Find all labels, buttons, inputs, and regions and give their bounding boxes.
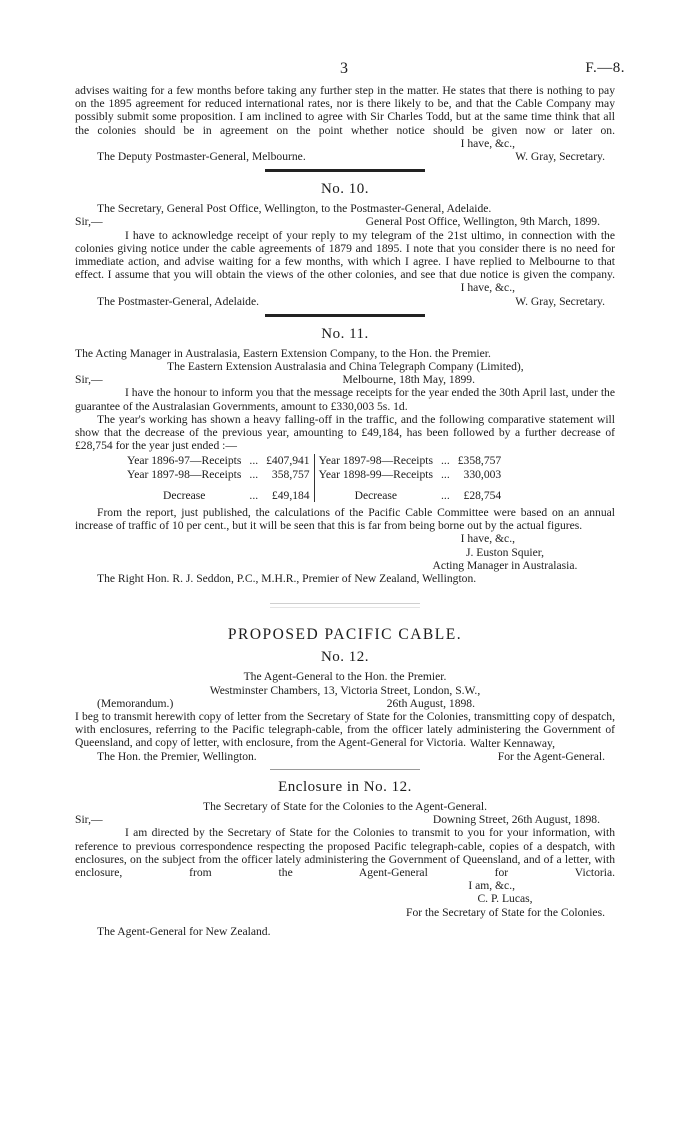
- section-divider: [265, 169, 425, 172]
- table-cell: Year 1896-97—Receipts: [127, 454, 242, 468]
- no10-heading: No. 10.: [320, 181, 370, 198]
- document-page: [75, 60, 625, 938]
- section-title: PROPOSED PACIFIC CABLE.: [227, 626, 463, 644]
- intro-paragraph: advises waiting for a few months before taking any further step in the matter. He states that there is nothing to pay on the 1895 agreement for reduced international rates, nor is there likely to be, and that the Cable Company may possibly submit some proposition. I am inclined to agree with Sir Charles Todd, but at the same time think that all the colonies should be in agreement on the point whether notice should be given now or later on.: [75, 84, 615, 137]
- no11-address-date: Melbourne, 18th May, 1899.: [342, 373, 475, 387]
- table-row: [123, 481, 505, 502]
- no11-company: The Eastern Extension Australasia and China Telegraph Company (Limited),: [167, 360, 524, 374]
- table-cell: ...: [249, 467, 259, 481]
- no12-signer: Walter Kennaway,: [469, 736, 555, 750]
- paper-reference: F.—8.: [585, 60, 625, 76]
- table-cell: 330,003: [463, 467, 502, 481]
- no10-closing: I have, &c.,: [460, 281, 515, 295]
- faint-divider: [270, 603, 420, 608]
- no11-body2: The year's working has shown a heavy falling-off in the traffic, and the following comparative statement will show that the decrease of the previous year, amounting to £49,184, has been followed by a further decrease of £28,754 for the year just ended :—: [75, 412, 615, 453]
- table-cell: £407,941: [266, 454, 310, 468]
- table-cell: £358,757: [457, 454, 502, 468]
- table-cell: Year 1897-98—Receipts: [314, 454, 437, 467]
- no10-salutation-row: [75, 215, 615, 228]
- enclosure-heading: Enclosure in No. 12.: [278, 778, 412, 795]
- enclosure-address-date: Downing Street, 26th August, 1898.: [432, 813, 600, 827]
- enclosure-closing: I am, &c.,: [468, 879, 515, 893]
- table-cell: Decrease: [314, 481, 437, 502]
- enclosure-salutation-row: [75, 813, 615, 826]
- table-row: [123, 454, 505, 467]
- table-cell: £28,754: [463, 488, 502, 502]
- no11-signer-name: J. Euston Squier,: [465, 545, 545, 559]
- no11-salutation: Sir,—: [75, 373, 103, 387]
- no10-route: The Secretary, General Post Office, Wellington, to the Postmaster-General, Adelaide.: [97, 202, 492, 216]
- no12-addressee: The Hon. the Premier, Wellington.: [97, 749, 257, 763]
- section-divider: [270, 769, 420, 770]
- no10-salutation: Sir,—: [75, 215, 103, 229]
- no12-signer-title: For the Agent-General.: [497, 749, 605, 763]
- table-cell: ...: [441, 454, 450, 468]
- no12-heading: No. 12.: [320, 649, 370, 666]
- no12-address: Westminster Chambers, 13, Victoria Street, London, S.W.,: [209, 683, 481, 697]
- no11-signer-title: Acting Manager in Australasia.: [432, 558, 578, 572]
- no11-salutation-row: [75, 373, 615, 386]
- no11-closing: I have, &c.,: [460, 532, 515, 546]
- enclosure-signer-title: For the Secretary of State for the Colonies.: [406, 905, 605, 919]
- no12-date: 26th August, 1898.: [386, 696, 475, 710]
- table-cell: ...: [249, 454, 259, 468]
- table-row: [123, 468, 505, 481]
- intro-signoff: [75, 150, 615, 163]
- no11-body1: I have the honour to inform you that the message receipts for the year ended the 30th April last, under the guarantee of the Australasian Governments, amount to £330,003 5s. 1d.: [75, 386, 615, 413]
- no10-signature: W. Gray, Secretary.: [515, 294, 605, 308]
- intro-closing: I have, &c.,: [460, 136, 515, 150]
- enclosure-signer: C. P. Lucas,: [477, 892, 533, 906]
- intro-addressee: The Deputy Postmaster-General, Melbourne.: [97, 150, 306, 164]
- no10-body: I have to acknowledge receipt of your reply to my telegram of the 21st ultimo, in connection with the colonies giving notice under the cable agreements of 1879 and 1895. I note that you consider there is no need for immediate action, and advise waiting for a few months, with which I agree. I have replied to Melbourne to that effect. I assume that you will obtain the views of the other colonies, and see that due notice is given the company.: [75, 228, 615, 282]
- no11-heading: No. 11.: [321, 325, 369, 342]
- table-cell: 358,757: [271, 467, 310, 481]
- no12-memo-row: [75, 697, 615, 710]
- no12-signoff: [75, 750, 615, 763]
- table-cell: ...: [441, 467, 450, 481]
- enclosure-salutation: Sir,—: [75, 813, 103, 827]
- table-cell: ...: [249, 488, 259, 502]
- enclosure-route: The Secretary of State for the Colonies to the Agent-General.: [203, 799, 487, 813]
- page-header: [75, 60, 625, 84]
- no11-body3: From the report, just published, the calculations of the Pacific Cable Committee were based on an annual increase of traffic of 10 per cent., but it will be seen that this is far from being borne out by the actual figures.: [75, 506, 615, 533]
- section-divider: [265, 314, 425, 317]
- table-cell: Year 1897-98—Receipts: [127, 467, 242, 481]
- no11-route: The Acting Manager in Australasia, Eastern Extension Company, to the Hon. the Premier.: [75, 346, 491, 360]
- table-cell: Year 1898-99—Receipts: [314, 468, 437, 481]
- no10-address-date: General Post Office, Wellington, 9th March, 1899.: [365, 215, 600, 229]
- no11-addressee: The Right Hon. R. J. Seddon, P.C., M.H.R., Premier of New Zealand, Wellington.: [97, 572, 477, 586]
- enclosure-body: I am directed by the Secretary of State for the Colonies to transmit to you for your information, with reference to previous correspondence respecting the proposed Pacific telegraph-cable, copies of a despatch, with enclosures, on the subject from the officer lately administering the Government of Queensland, and of a letter, with enclosure, from the Agent-General for Victoria.: [75, 826, 615, 879]
- no12-memo: (Memorandum.): [97, 696, 174, 710]
- no10-addressee: The Postmaster-General, Adelaide.: [97, 294, 260, 308]
- no12-route: The Agent-General to the Hon. the Premier.: [243, 670, 447, 684]
- receipts-comparison-table: [123, 454, 505, 502]
- table-cell: Decrease: [162, 488, 206, 502]
- no12-body: I beg to transmit herewith copy of letter from the Secretary of State for the Colonies, transmitting copy of despatch, with enclosures, referring to the Pacific telegraph-cable, from the officer lately administering the Government of Queensland, and copy of letter, with enclosure, from the Agent-General for Victoria.: [75, 709, 615, 750]
- table-cell: ...: [441, 488, 450, 502]
- no10-signoff: [75, 295, 615, 308]
- table-cell: £49,184: [271, 488, 310, 502]
- intro-signature: W. Gray, Secretary.: [515, 150, 605, 164]
- enclosure-addressee: The Agent-General for New Zealand.: [97, 924, 271, 938]
- page-number: 3: [340, 60, 348, 77]
